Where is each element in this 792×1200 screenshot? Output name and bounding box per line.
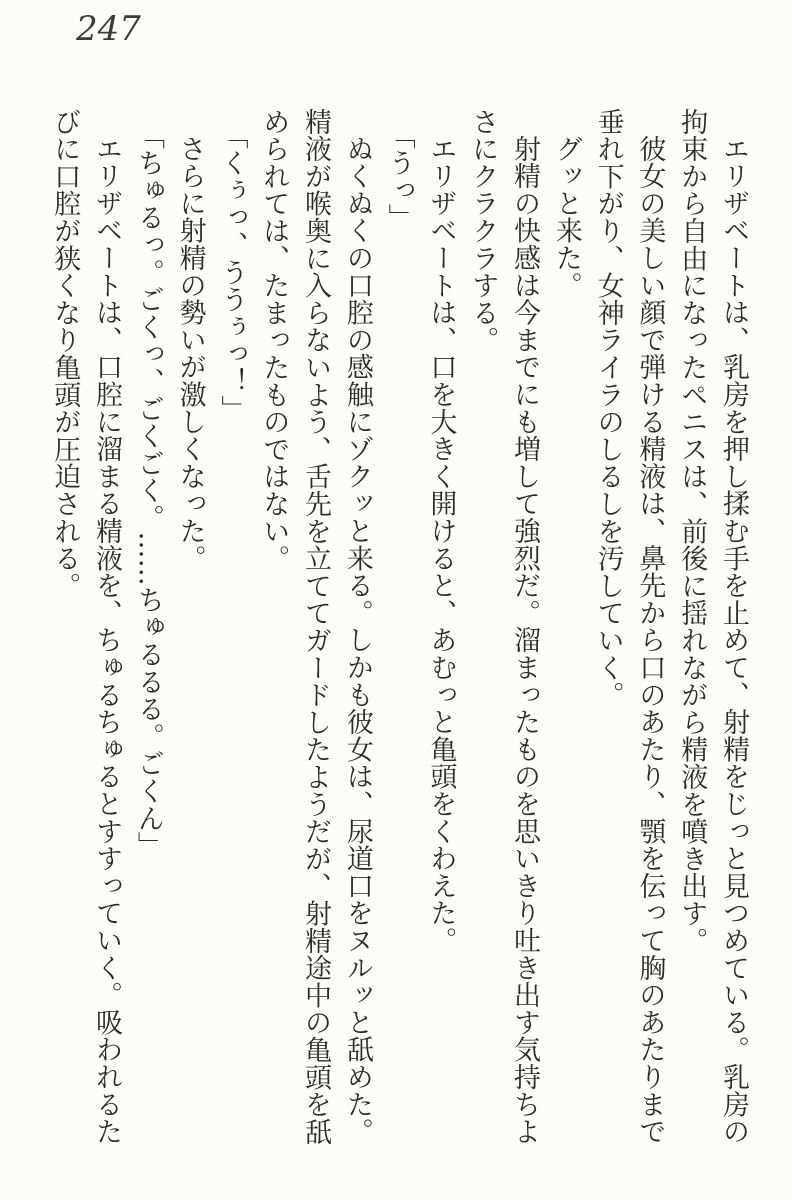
text-line: グッと来た。 xyxy=(550,135,582,299)
text-line: 垂れ下がり、女神ライラのしるしを汚していく。 xyxy=(592,108,624,709)
text-line: 精液が喉奥に入らないよう、舌先を立ててガードしたようだが、射精途中の亀頭を舐 xyxy=(300,108,332,1146)
text-line: ぬくぬくの口腔の感触にゾクッと来る。しかも彼女は、尿道口をヌルッと舐めた。 xyxy=(341,135,373,1146)
text-line: エリザベートは、口腔に溜まる精液を、ちゅるちゅるとすすっていく。吸われるた xyxy=(91,135,123,1146)
text-line: 「うっ」 xyxy=(383,121,415,231)
text-line: エリザベートは、乳房を押し揉む手を止めて、射精をじっと見つめている。乳房の xyxy=(718,135,749,1146)
text-line: 拘束から自由になったペニスは、前後に揺れながら精液を噴き出す。 xyxy=(676,108,708,955)
text-line: 彼女の美しい顔で弾ける精液は、鼻先から口のあたり、顎を伝って胸のあたりまで xyxy=(634,135,666,1146)
page-text-block xyxy=(43,108,754,1170)
text-line: 「ちゅるっ。ごくっ、ごくごく。……ちゅるるる。ごくん」 xyxy=(132,121,164,859)
text-line: さらに射精の勢いが激しくなった。 xyxy=(174,135,206,572)
text-line: 「くぅっ、ううぅっ！」 xyxy=(216,121,248,422)
text-line: 射精の快感は今までにも増して強烈だ。溜まったものを思いきり吐き出す気持ちよ xyxy=(509,135,541,1146)
text-line: められては、たまったものではない。 xyxy=(258,108,290,573)
text-line: エリザベートは、口を大きく開けると、あむっと亀頭をくわえた。 xyxy=(425,135,457,954)
text-line: さにクラクラする。 xyxy=(467,108,499,354)
text-line: びに口腔が狭くなり亀頭が圧迫される。 xyxy=(49,108,81,600)
page-number: 247 xyxy=(76,9,141,49)
